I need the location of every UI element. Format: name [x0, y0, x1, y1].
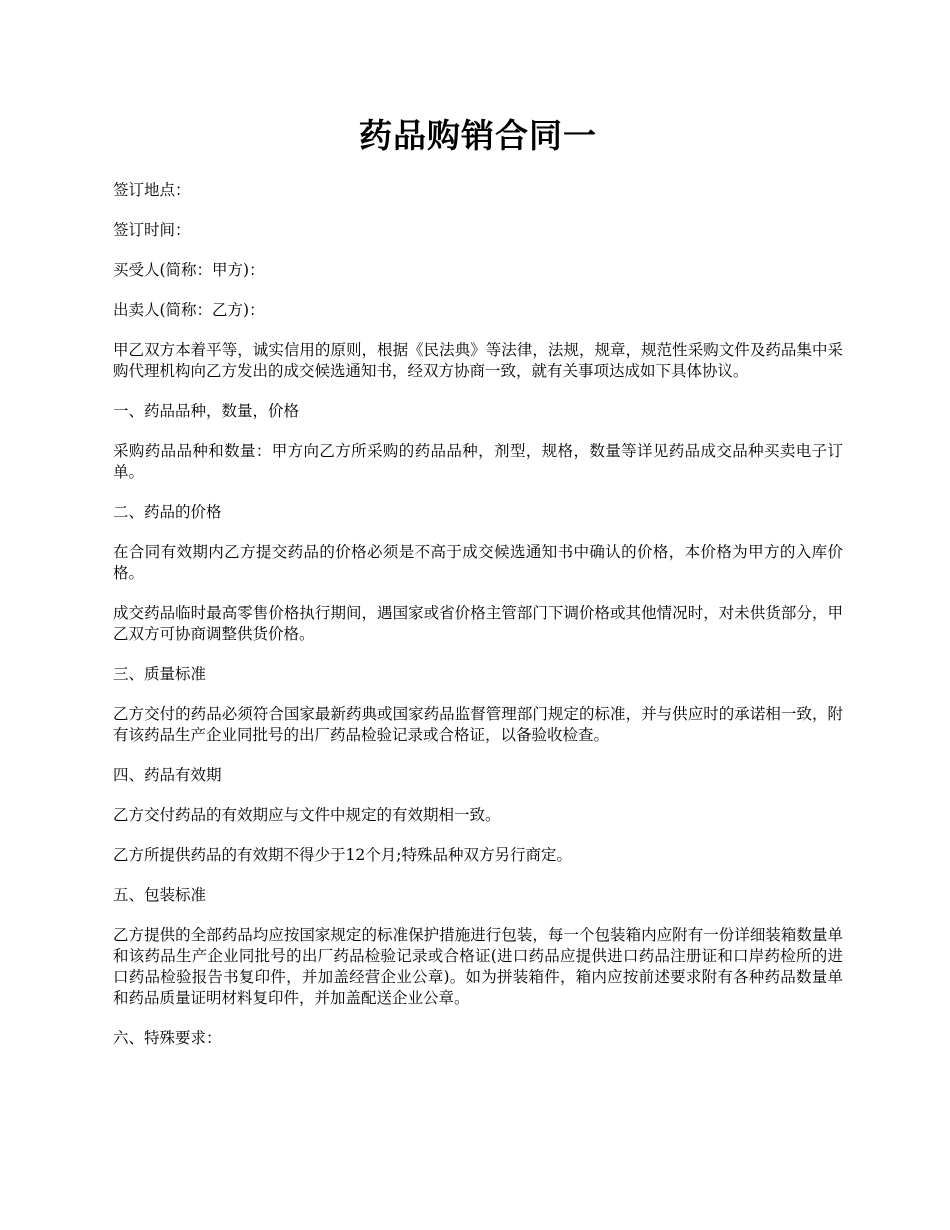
preamble-paragraph: 甲乙双方本着平等，诚实信用的原则，根据《民法典》等法律，法规，规章，规范性采购文件及药品集中采购代理机构向乙方发出的成交候选通知书，经双方协商一致，就有关事项达成如下具体协议。	[113, 341, 843, 380]
section-paragraph: 乙方提供的全部药品均应按国家规定的标准保护措施进行包装，每一个包装箱内应附有一份详细装箱数量单和该药品生产企业同批号的出厂药品检验记录或合格证(进口药品应提供进口药品注册证和口岸药检所的进口药品检验报告书复印件，并加盖经营企业公章)。如为拼装箱件，箱内应按前述要求附有各种药品数量单和药品质量证明材料复印件，并加盖配送企业公章。	[113, 926, 843, 1007]
signing-time-line: 签订时间：	[113, 221, 191, 239]
document-body	[113, 180, 843, 1068]
section-paragraph: 乙方交付的药品必须符合国家最新药典或国家药品监督管理部门规定的标准，并与供应时的承诺相一致，附有该药品生产企业同批号的出厂药品检验记录或合格证，以备验收检查。	[113, 705, 843, 744]
section-paragraph: 采购药品品种和数量：甲方向乙方所采购的药品品种，剂型，规格，数量等详见药品成交品种买卖电子订单。	[113, 442, 843, 481]
signing-place-line: 签订地点：	[113, 181, 191, 199]
buyer-line: 买受人(简称：甲方)：	[113, 261, 265, 279]
section-paragraph: 成交药品临时最高零售价格执行期间，遇国家或省价格主管部门下调价格或其他情况时，对未供货部分，甲乙双方可协商调整供货价格。	[113, 604, 843, 643]
seller-line: 出卖人(简称：乙方)：	[113, 301, 265, 319]
document-title: 药品购销合同一	[359, 116, 597, 155]
section-paragraph: 乙方交付药品的有效期应与文件中规定的有效期相一致。	[113, 806, 501, 824]
section-heading: 二、药品的价格	[113, 503, 222, 521]
section-heading: 四、药品有效期	[113, 766, 222, 784]
section-paragraph: 乙方所提供药品的有效期不得少于12个月;特殊品种双方另行商定。	[113, 846, 572, 864]
section-heading: 六、特殊要求：	[113, 1029, 222, 1047]
section-paragraph: 在合同有效期内乙方提交药品的价格必须是不高于成交候选通知书中确认的价格，本价格为甲方的入库价格。	[113, 543, 843, 582]
section-heading: 一、药品品种，数量，价格	[113, 402, 300, 420]
section-heading: 五、包装标准	[113, 886, 207, 904]
section-heading: 三、质量标准	[113, 665, 207, 683]
